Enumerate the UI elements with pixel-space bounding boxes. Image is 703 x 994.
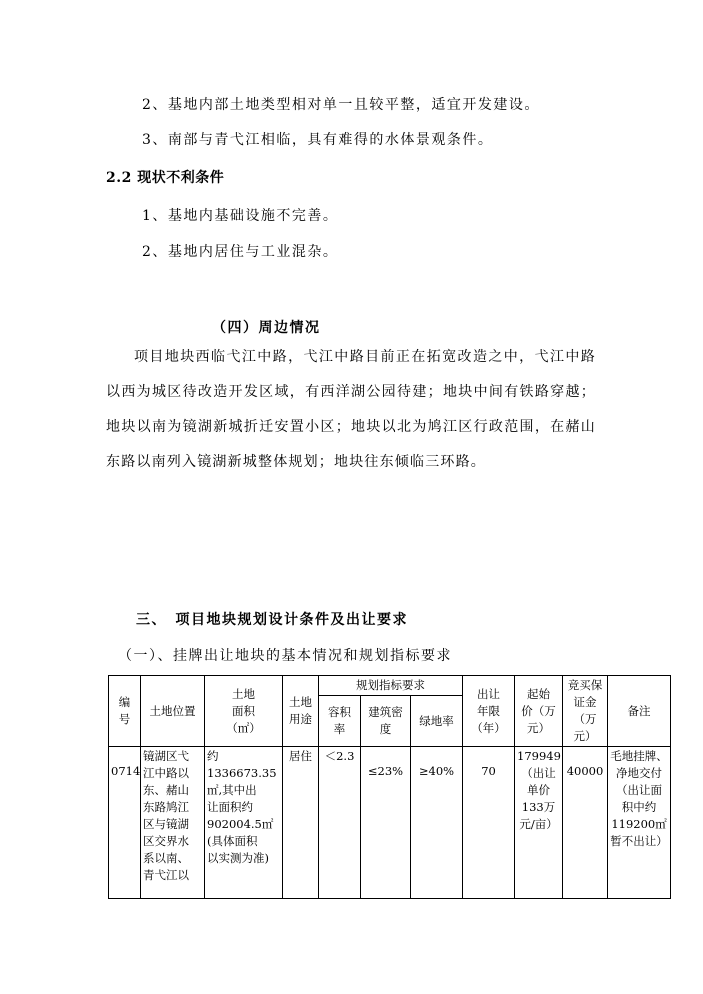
cell-remarks: 毛地挂牌、 净地交付 （出让面 积中约 119200㎡ 暂不出让） [608,747,671,899]
disadvantages-heading: 2.2 现状不利条件 [106,170,225,186]
header-id: 编 号 [109,676,141,747]
disadvantage-item-1: 1、基地内基础设施不完善。 [142,208,339,224]
cell-deposit: 40000 [563,747,608,899]
cell-term: 70 [463,747,515,899]
header-area: 土地 面积 （㎡） [205,676,283,747]
table-row [109,747,671,899]
header-density: 建筑密 度 [361,696,411,747]
cell-density: ≤23% [361,747,411,899]
header-start-price: 起始 价（万 元） [515,676,563,747]
header-green: 绿地率 [411,696,463,747]
section3-heading: 三、 项目地块规划设计条件及出让要求 [136,612,408,628]
section3-subheading: （一）、挂牌出让地块的基本情况和规划指标要求 [118,648,452,664]
cell-area: 约 1336673.35 ㎡,其中出 让面积约 902004.5㎡ (具体面积 以实测为准) [205,747,283,899]
cell-use: 居住 [283,747,319,899]
cell-start-price: 179949 （出让 单价 133万 元/亩） [515,747,563,899]
surroundings-heading: （四）周边情况 [212,320,321,336]
cell-green: ≥40% [411,747,463,899]
header-term: 出让 年限 （年） [463,676,515,747]
header-remarks: 备注 [608,676,671,747]
header-deposit: 竞买保 证金 （万元） [563,676,608,747]
land-table [108,675,671,899]
advantage-item-2: 2、基地内部土地类型相对单一且较平整，适宜开发建设。 [142,97,540,113]
header-planning: 规划指标要求 [319,676,463,696]
cell-id: 0714 [109,747,141,899]
header-far: 容积 率 [319,696,361,747]
advantage-item-3: 3、南部与青弋江相临，具有难得的水体景观条件。 [142,132,494,148]
cell-far: ＜2.3 [319,747,361,899]
header-use: 土地 用途 [283,676,319,747]
header-location: 土地位置 [141,676,205,747]
disadvantage-item-2: 2、基地内居住与工业混杂。 [142,244,339,260]
cell-location: 镜湖区弋 江中路以 东、赭山 东路鸠江 区与镜湖 区交界水 系以南、 青弋江以 [141,747,205,899]
surroundings-paragraph: 项目地块西临弋江中路，弋江中路目前正在拓宽改造之中，弋江中路以西为城区待改造开发区域，有西洋湖公园待建；地块中间有铁路穿越；地块以南为镜湖新城折迁安置小区；地块以北为鸠江区行政范围，在赭山东路以南列入镜湖新城整体规划；地块往东倾临三环路。 [106,349,596,470]
